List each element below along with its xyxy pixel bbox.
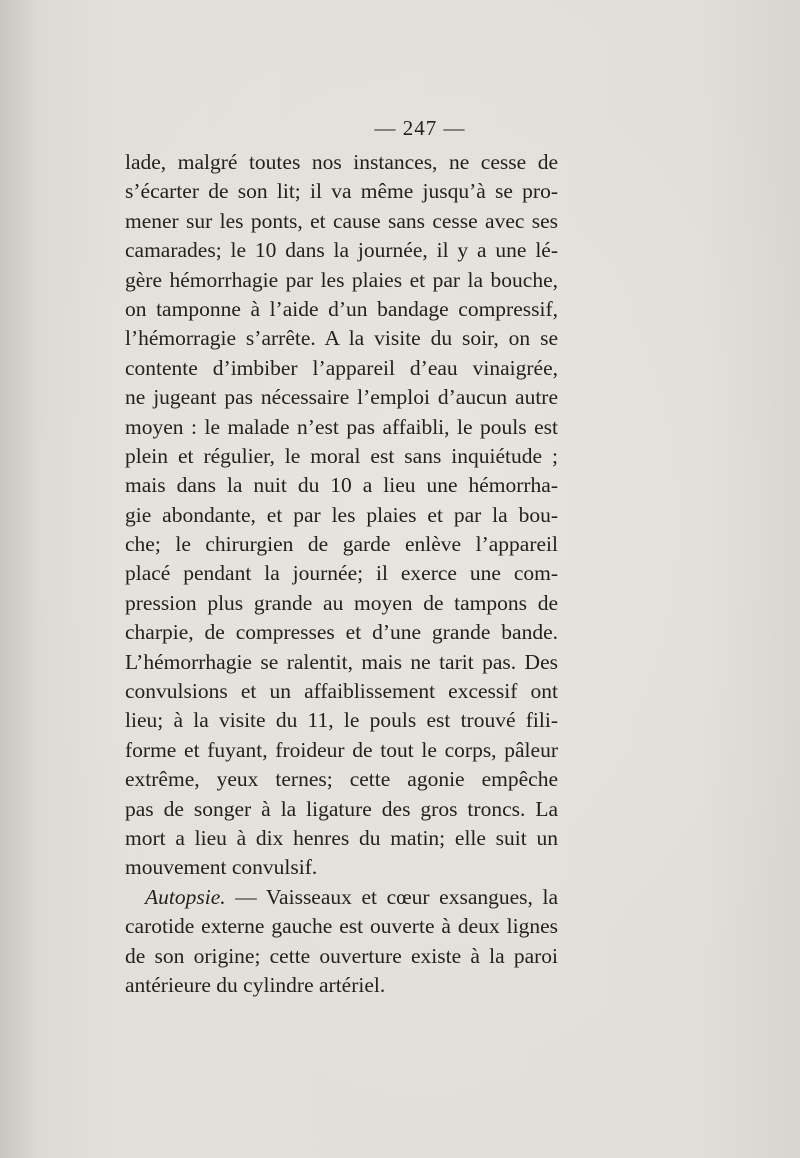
text-line: camarades; le 10 dans la journée, il y a une lé- [125,238,558,263]
autopsie-first-line [125,883,558,912]
text-line: ne jugeant pas nécessaire l’emploi d’aucun autre [125,385,558,410]
text-line: on tamponne à l’aide d’un bandage compressif, [125,296,558,321]
text-line: mouvement convulsif. [125,855,318,880]
text-line: gie abondante, et par les plaies et par la bou- [125,502,558,527]
text-line: charpie, de compresses et d’une grande bande. [125,620,558,645]
text-line: lade, malgré toutes nos instances, ne cesse de [125,150,558,174]
text-line: contente d’imbiber l’appareil d’eau vinaigrée, [125,355,558,380]
text-line: convulsions et un affaiblissement excessif ont [125,679,558,704]
text-line: antérieure du cylindre artériel. [125,972,386,997]
text-line: extrême, yeux ternes; cette agonie empêche [125,767,558,792]
text-line: l’hémorragie s’arrête. A la visite du soir, on se [125,326,558,351]
text-line: plein et régulier, le moral est sans inquiétude ; [125,443,558,468]
text-line: mais dans la nuit du 10 a lieu une hémorrha- [125,473,558,498]
autopsie-first-line-text: — Vaisseaux et cœur exsangues, la [225,884,558,909]
text-line: L’hémorrhagie se ralentit, mais ne tarit pas. Des [125,649,558,674]
text-line: che; le chirurgien de garde enlève l’appareil [125,532,558,557]
text-line: placé pendant la journée; il exerce une com- [125,561,558,586]
text-line: lieu; à la visite du 11, le pouls est trouvé fili- [125,708,558,733]
text-line: mener sur les ponts, et cause sans cesse avec ses [125,208,558,233]
page-number: — 247 — [374,116,466,140]
text-line: moyen : le malade n’est pas affaibli, le pouls est [125,414,558,439]
text-line: s’écarter de son lit; il va même jusqu’à se pro- [125,179,558,204]
text-line: mort a lieu à dix henres du matin; elle suit un [125,825,558,850]
body-text [125,148,558,1000]
text-line: de son origine; cette ouverture existe à la paroi [125,943,558,968]
text-line: carotide externe gauche est ouverte à deux lignes [125,914,558,939]
text-line: gère hémorrhagie par les plaies et par la bouche, [125,267,558,292]
autopsie-heading: Autopsie. [145,884,226,909]
text-line: pas de songer à la ligature des gros troncs. La [125,796,558,821]
text-line: pression plus grande au moyen de tampons de [125,590,558,615]
text-line: forme et fuyant, froideur de tout le corps, pâleur [125,737,558,762]
